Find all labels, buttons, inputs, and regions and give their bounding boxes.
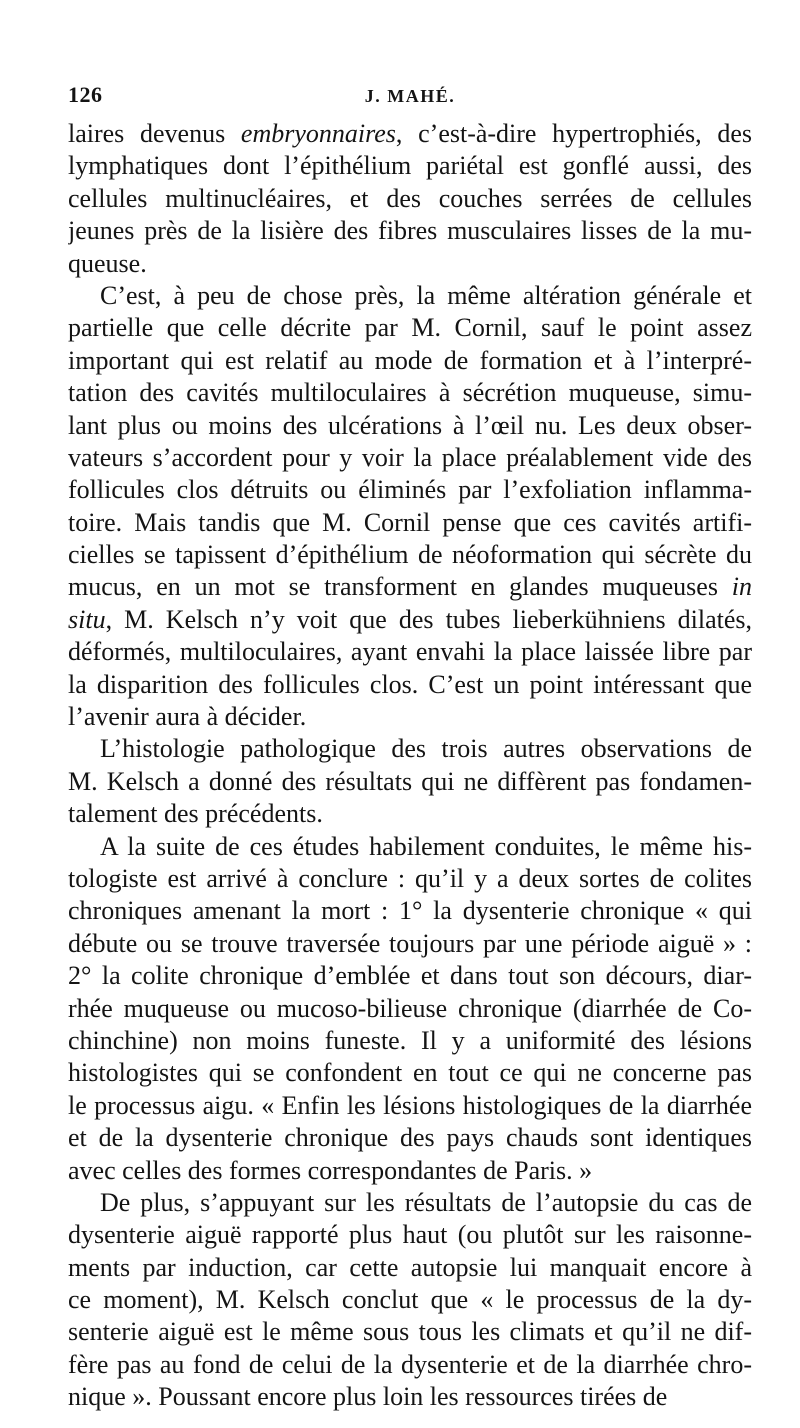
text-line: la disparition des follicules clos. C’est un point intéressant que [68,669,752,699]
text-line: important qui est relatif au mode de formation et à l’interpré- [68,345,752,375]
text-line: M. Kelsch a donné des résultats qui ne diffèrent pas fondamen- [68,766,752,796]
text-line: avec celles des formes correspondantes de Paris. » [68,1155,593,1185]
text-line: laires devenus embryonnaires, c’est-à-dire hypertrophiés, des [68,119,752,148]
text-line: C’est, à peu de chose près, la même altération générale et [100,280,752,310]
text-line: L’histologie pathologique des trois autres observations de [100,734,752,764]
page-header [68,82,752,112]
text-line: lymphatiques dont l’épithélium pariétal est gonflé aussi, des [68,151,752,181]
text-line: follicules clos détruits ou éliminés par l’exfoliation inflamma- [68,475,752,505]
paragraph [68,118,752,280]
paragraph [68,733,752,830]
text-line: histologistes qui se confondent en tout ce qui ne concerne pas [68,1058,752,1088]
text-line: fère pas au fond de celui de la dysenterie et de la diarrhée chro- [68,1349,752,1379]
text-line: queuse. [68,248,147,278]
text-line: vateurs s’accordent pour y voir la place préalablement vide des [68,442,752,472]
running-head: J. MAHÉ. [364,86,456,106]
text-line: déformés, multiloculaires, ayant envahi la place laissée libre par [68,637,752,667]
text-line: ce moment), M. Kelsch conclut que « le processus de la dy- [68,1285,752,1315]
text-line: situ, M. Kelsch n’y voit que des tubes lieberkühniens dilatés, [68,604,752,634]
body-text [68,118,752,1414]
text-line: mucus, en un mot se transforment en glandes muqueuses in [68,572,752,602]
paragraph [68,831,752,1187]
text-line: cielles se tapissent d’épithélium de néoformation qui sécrète du [68,540,752,570]
text-line: 2° la colite chronique d’emblée et dans tout son décours, diar- [68,961,752,991]
text-line: l’avenir aura à décider. [68,702,307,732]
text-line: ments par induction, car cette autopsie lui manquait encore à [68,1252,752,1282]
paragraph [68,280,752,733]
paragraph [68,1187,752,1414]
page-number: 126 [68,82,103,107]
text-line: tation des cavités multiloculaires à sécrétion muqueuse, simu- [68,378,752,408]
text-line: A la suite de ces études habilement conduites, le même his- [100,831,752,861]
text-line: talement des précédents. [68,799,323,829]
text-line: le processus aigu. « Enfin les lésions histologiques de la diarrhée [68,1090,752,1120]
text-line: et de la dysenterie chronique des pays chauds sont identiques [68,1123,752,1153]
text-line: cellules multinucléaires, et des couches serrées de cellules [68,183,752,213]
text-line: dysenterie aiguë rapporté plus haut (ou plutôt sur les raisonne- [68,1220,752,1250]
text-line: toire. Mais tandis que M. Cornil pense que ces cavités artifi- [68,507,752,537]
text-line: débute ou se trouve traversée toujours par une période aiguë » : [68,928,752,958]
text-line: nique ». Poussant encore plus loin les ressources tirées de [68,1382,668,1412]
text-line: chroniques amenant la mort : 1° la dysenterie chronique « qui [68,896,752,926]
text-line: tologiste est arrivé à conclure : qu’il y a deux sortes de colites [68,863,752,893]
text-line: senterie aiguë est le même sous tous les climats et qu’il ne dif- [68,1317,752,1347]
text-line: De plus, s’appuyant sur les résultats de l’autopsie du cas de [100,1187,752,1217]
text-line: chinchine) non moins funeste. Il y a uniformité des lésions [68,1025,752,1055]
text-line: rhée muqueuse ou mucoso-bilieuse chronique (diarrhée de Co- [68,993,752,1023]
text-line: partielle que celle décrite par M. Cornil, sauf le point assez [68,313,752,343]
text-line: jeunes près de la lisière des fibres musculaires lisses de la mu- [68,216,752,246]
text-line: lant plus ou moins des ulcérations à l’œil nu. Les deux obser- [68,410,752,440]
